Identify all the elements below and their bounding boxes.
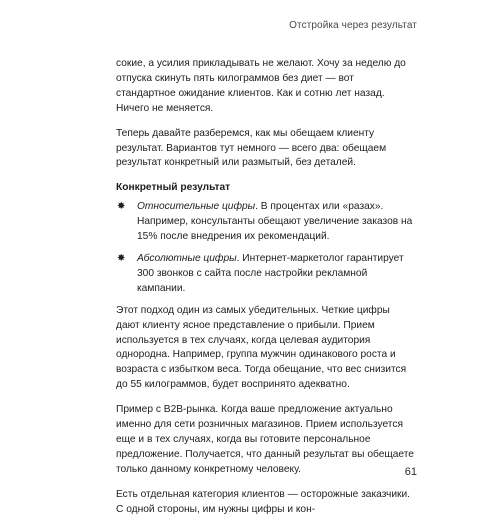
asterisk-bullet-icon: ✸ xyxy=(117,252,126,264)
list-item xyxy=(116,252,414,297)
paragraph-cautious-clients: Есть отдельная категория клиентов — осторожные заказчики. С одной стороны, им нужны цифры и кон- xyxy=(116,488,411,515)
bullet-list xyxy=(116,200,414,296)
list-item xyxy=(116,200,414,245)
paragraph-intro: Теперь давайте разберемся, как мы обещаем клиенту результат. Вариантов тут немного — всего два: обещаем результат конкретный или размытый, без деталей. xyxy=(116,127,387,169)
asterisk-bullet-icon: ✸ xyxy=(117,201,126,213)
section-heading: Конкретный результат xyxy=(116,182,231,194)
bullet-term: Абсолютные цифры xyxy=(137,252,237,264)
paragraph-b2b-example: Пример с B2B-рынка. Когда ваше предложение актуально именно для сети розничных магазинов. Прием используется еще и в тех случаях, когда вы готовите персональное предложение. Получается, что данный результат вы обещаете только данному конкретному человеку. xyxy=(116,404,414,475)
page-number: 61 xyxy=(404,466,417,478)
paragraph-approach: Этот подход один из самых убедительных. Четкие цифры дают клиенту ясное представление о прибыли. Прием используется в тех случаях, когда целевая аудитория однородна. Например, группа мужчин одинакового роста и возраста с избытком веса. Тогда обещание, что вес снизится до 55 килограммов, будет воспринято адекватно. xyxy=(116,304,407,391)
bullet-term: Относительные цифры xyxy=(137,201,256,213)
paragraph-continuation: сокие, а усилия прикладывать не желают. Хочу за неделю до отпуска скинуть пять килограммов без диет — вот стандартное ожидание клиентов. Как и сотню лет назад. Ничего не меняется. xyxy=(116,58,406,114)
running-header: Отстройка через результат xyxy=(289,20,417,31)
bullet-text: . В процентах или «разах». Например, консультанты обещают увеличение заказов на 15% после внедрения их рекомендаций. xyxy=(137,201,413,243)
bullet-text: . Интернет-маркетолог гарантирует 300 звонков с сайта после настройки рекламной кампании. xyxy=(137,252,404,294)
page-body xyxy=(116,57,414,527)
